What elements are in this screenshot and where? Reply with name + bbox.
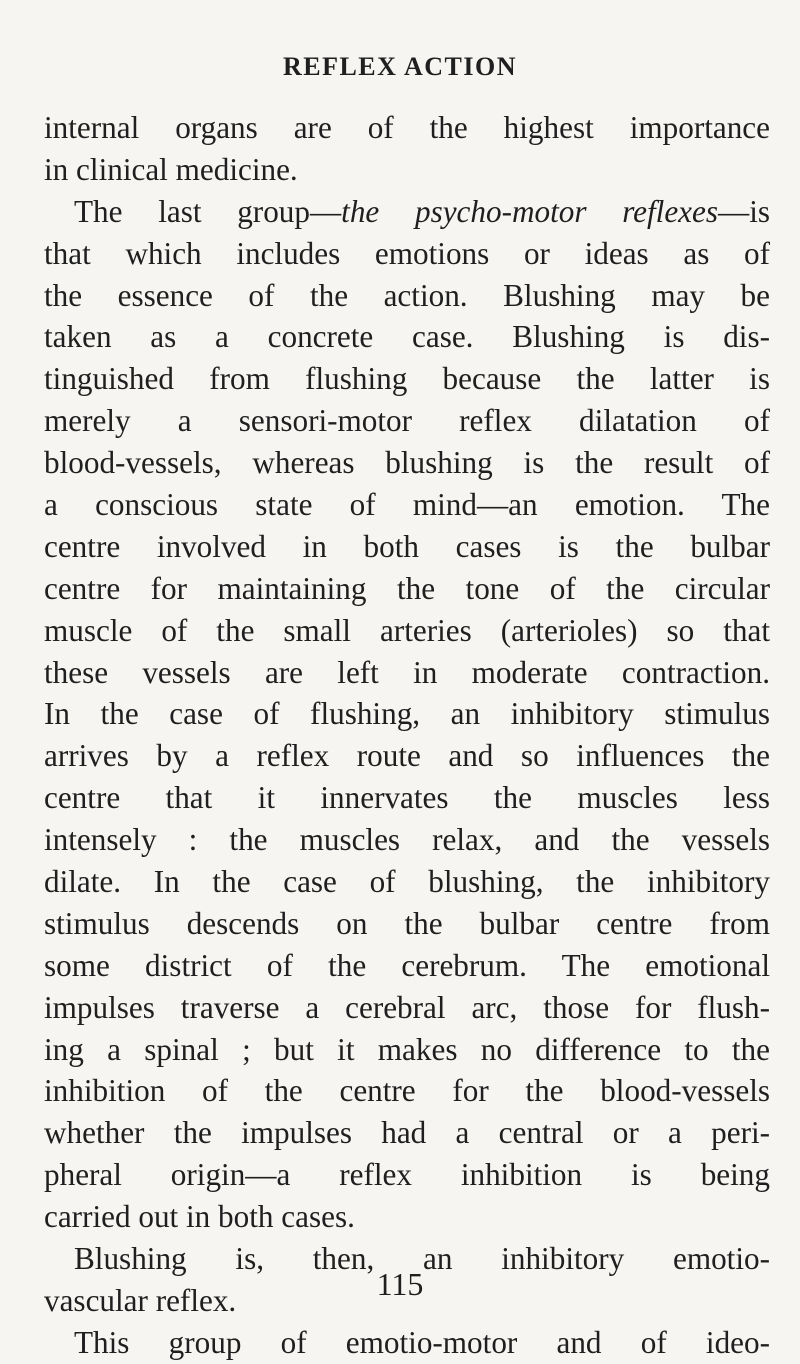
text-line: intensely : the muscles relax, and the vessels xyxy=(44,822,770,858)
text-segment: The last group— xyxy=(74,193,342,229)
text-line: taken as a concrete case. Blushing is dis- xyxy=(44,319,770,355)
text-line: In the case of flushing, an inhibitory stimulus xyxy=(44,696,770,732)
text-line: the essence of the action. Blushing may be xyxy=(44,277,770,313)
page-number: 115 xyxy=(376,1266,424,1302)
text-line: inhibition of the centre for the blood-vessels xyxy=(44,1073,770,1109)
text-segment: —is xyxy=(718,193,771,229)
body-text xyxy=(44,107,770,1364)
text-line: these vessels are left in moderate contraction. xyxy=(44,654,770,690)
text-line: stimulus descends on the bulbar centre from xyxy=(44,905,770,941)
running-head: REFLEX ACTION xyxy=(282,52,518,81)
italic-phrase: the psycho-motor reflexes xyxy=(341,193,719,229)
text-line: in clinical medicine. xyxy=(44,151,298,187)
text-line: merely a sensori-motor reflex dilatation of xyxy=(44,403,770,439)
text-line: internal organs are of the highest importance xyxy=(44,110,770,145)
text-line: centre that it innervates the muscles less xyxy=(44,780,770,816)
text-line: muscle of the small arteries (arterioles) so that xyxy=(44,612,770,648)
text-line: vascular reflex. xyxy=(44,1282,237,1318)
text-line: tinguished from flushing because the latter is xyxy=(44,361,770,397)
text-line: arrives by a reflex route and so influences the xyxy=(44,738,770,774)
text-line: carried out in both cases. xyxy=(44,1199,355,1235)
text-line: that which includes emotions or ideas as of xyxy=(44,235,770,271)
text-line: blood-vessels, whereas blushing is the result of xyxy=(44,445,770,481)
text-line: Blushing is, then, an inhibitory emotio- xyxy=(74,1241,770,1277)
text-line: centre for maintaining the tone of the circular xyxy=(44,570,770,606)
text-line: some district of the cerebrum. The emotional xyxy=(44,947,770,983)
text-line: impulses traverse a cerebral arc, those for flush- xyxy=(44,989,770,1025)
text-line xyxy=(44,191,770,233)
text-line: centre involved in both cases is the bulbar xyxy=(44,528,770,564)
text-line: pheral origin—a reflex inhibition is being xyxy=(44,1157,770,1193)
text-line: ing a spinal ; but it makes no difference to the xyxy=(44,1031,770,1067)
text-line: dilate. In the case of blushing, the inhibitory xyxy=(44,864,770,900)
text-line: a conscious state of mind—an emotion. The xyxy=(44,487,770,523)
text-line: whether the impulses had a central or a peri- xyxy=(44,1115,770,1151)
text-line: This group of emotio-motor and of ideo- xyxy=(74,1324,770,1360)
